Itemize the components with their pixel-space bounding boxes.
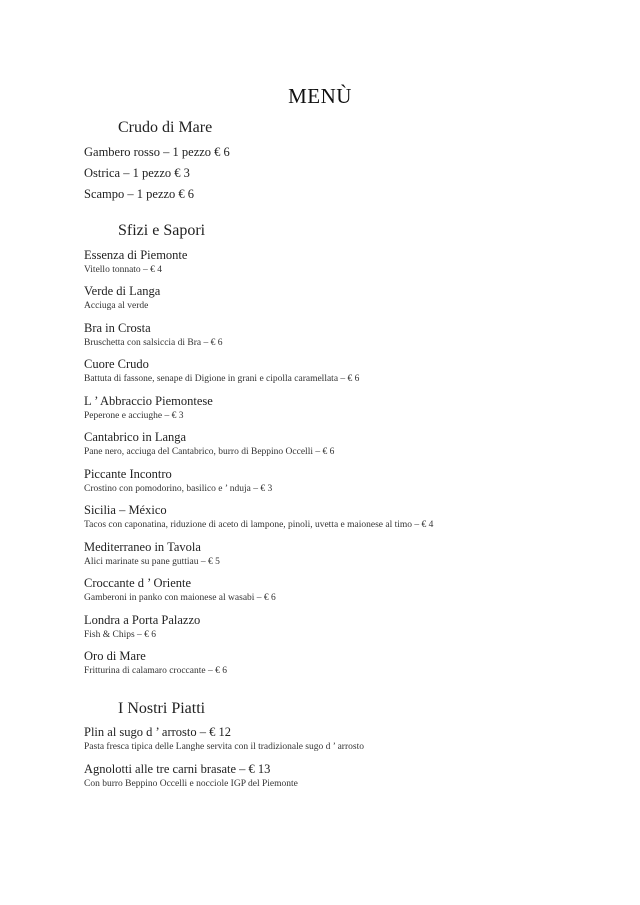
menu-line: Scampo – 1 pezzo € 6 [84, 187, 195, 201]
item-description: Crostino con pomodorino, basilico e ’ nduja – € 3 [84, 484, 273, 494]
item-name: Mediterraneo in Tavola [84, 540, 201, 554]
item-name: Sicilia – México [84, 503, 167, 517]
item-name: Cantabrico in Langa [84, 430, 187, 444]
section-title-crudo-di-mare: Crudo di Mare [118, 119, 213, 136]
item-name: Croccante d ’ Oriente [84, 576, 192, 590]
item-name: Piccante Incontro [84, 467, 172, 481]
section-title-i-nostri-piatti: I Nostri Piatti [118, 700, 206, 717]
item-name: Essenza di Piemonte [84, 248, 188, 262]
item-name: Bra in Crosta [84, 321, 151, 335]
page-title: MENÙ [288, 84, 352, 108]
section-title-sfizi-e-sapori: Sfizi e Sapori [118, 222, 206, 239]
menu-line: Ostrica – 1 pezzo € 3 [84, 166, 190, 180]
item-description: Tacos con caponatina, riduzione di aceto di lampone, pinoli, uvetta e maionese al timo – € 4 [84, 520, 434, 530]
item-description: Fish & Chips – € 6 [84, 630, 157, 640]
item-name: Plin al sugo d ’ arrosto – € 12 [84, 725, 231, 739]
item-description: Pasta fresca tipica delle Langhe servita con il tradizionale sugo d ’ arrosto [84, 742, 364, 752]
item-name: Agnolotti alle tre carni brasate – € 13 [84, 762, 271, 776]
item-name: Cuore Crudo [84, 357, 149, 371]
item-name: Londra a Porta Palazzo [84, 613, 201, 627]
item-name: L ’ Abbraccio Piemontese [84, 394, 213, 408]
item-description: Peperone e acciughe – € 3 [84, 411, 184, 421]
item-description: Alici marinate su pane guttiau – € 5 [84, 557, 220, 567]
item-name: Verde di Langa [84, 284, 161, 298]
item-description: Pane nero, acciuga del Cantabrico, burro di Beppino Occelli – € 6 [84, 447, 335, 457]
item-description: Gamberoni in panko con maionese al wasabi – € 6 [84, 593, 276, 603]
item-name: Oro di Mare [84, 649, 146, 663]
item-description: Vitello tonnato – € 4 [84, 265, 163, 275]
menu-line: Gambero rosso – 1 pezzo € 6 [84, 145, 230, 159]
item-description: Con burro Beppino Occelli e nocciole IGP del Piemonte [84, 779, 298, 789]
item-description: Acciuga al verde [84, 301, 149, 311]
item-description: Battuta di fassone, senape di Digione in grani e cipolla caramellata – € 6 [84, 374, 360, 384]
item-description: Bruschetta con salsiccia di Bra – € 6 [84, 338, 223, 348]
item-description: Fritturina di calamaro croccante – € 6 [84, 666, 227, 676]
